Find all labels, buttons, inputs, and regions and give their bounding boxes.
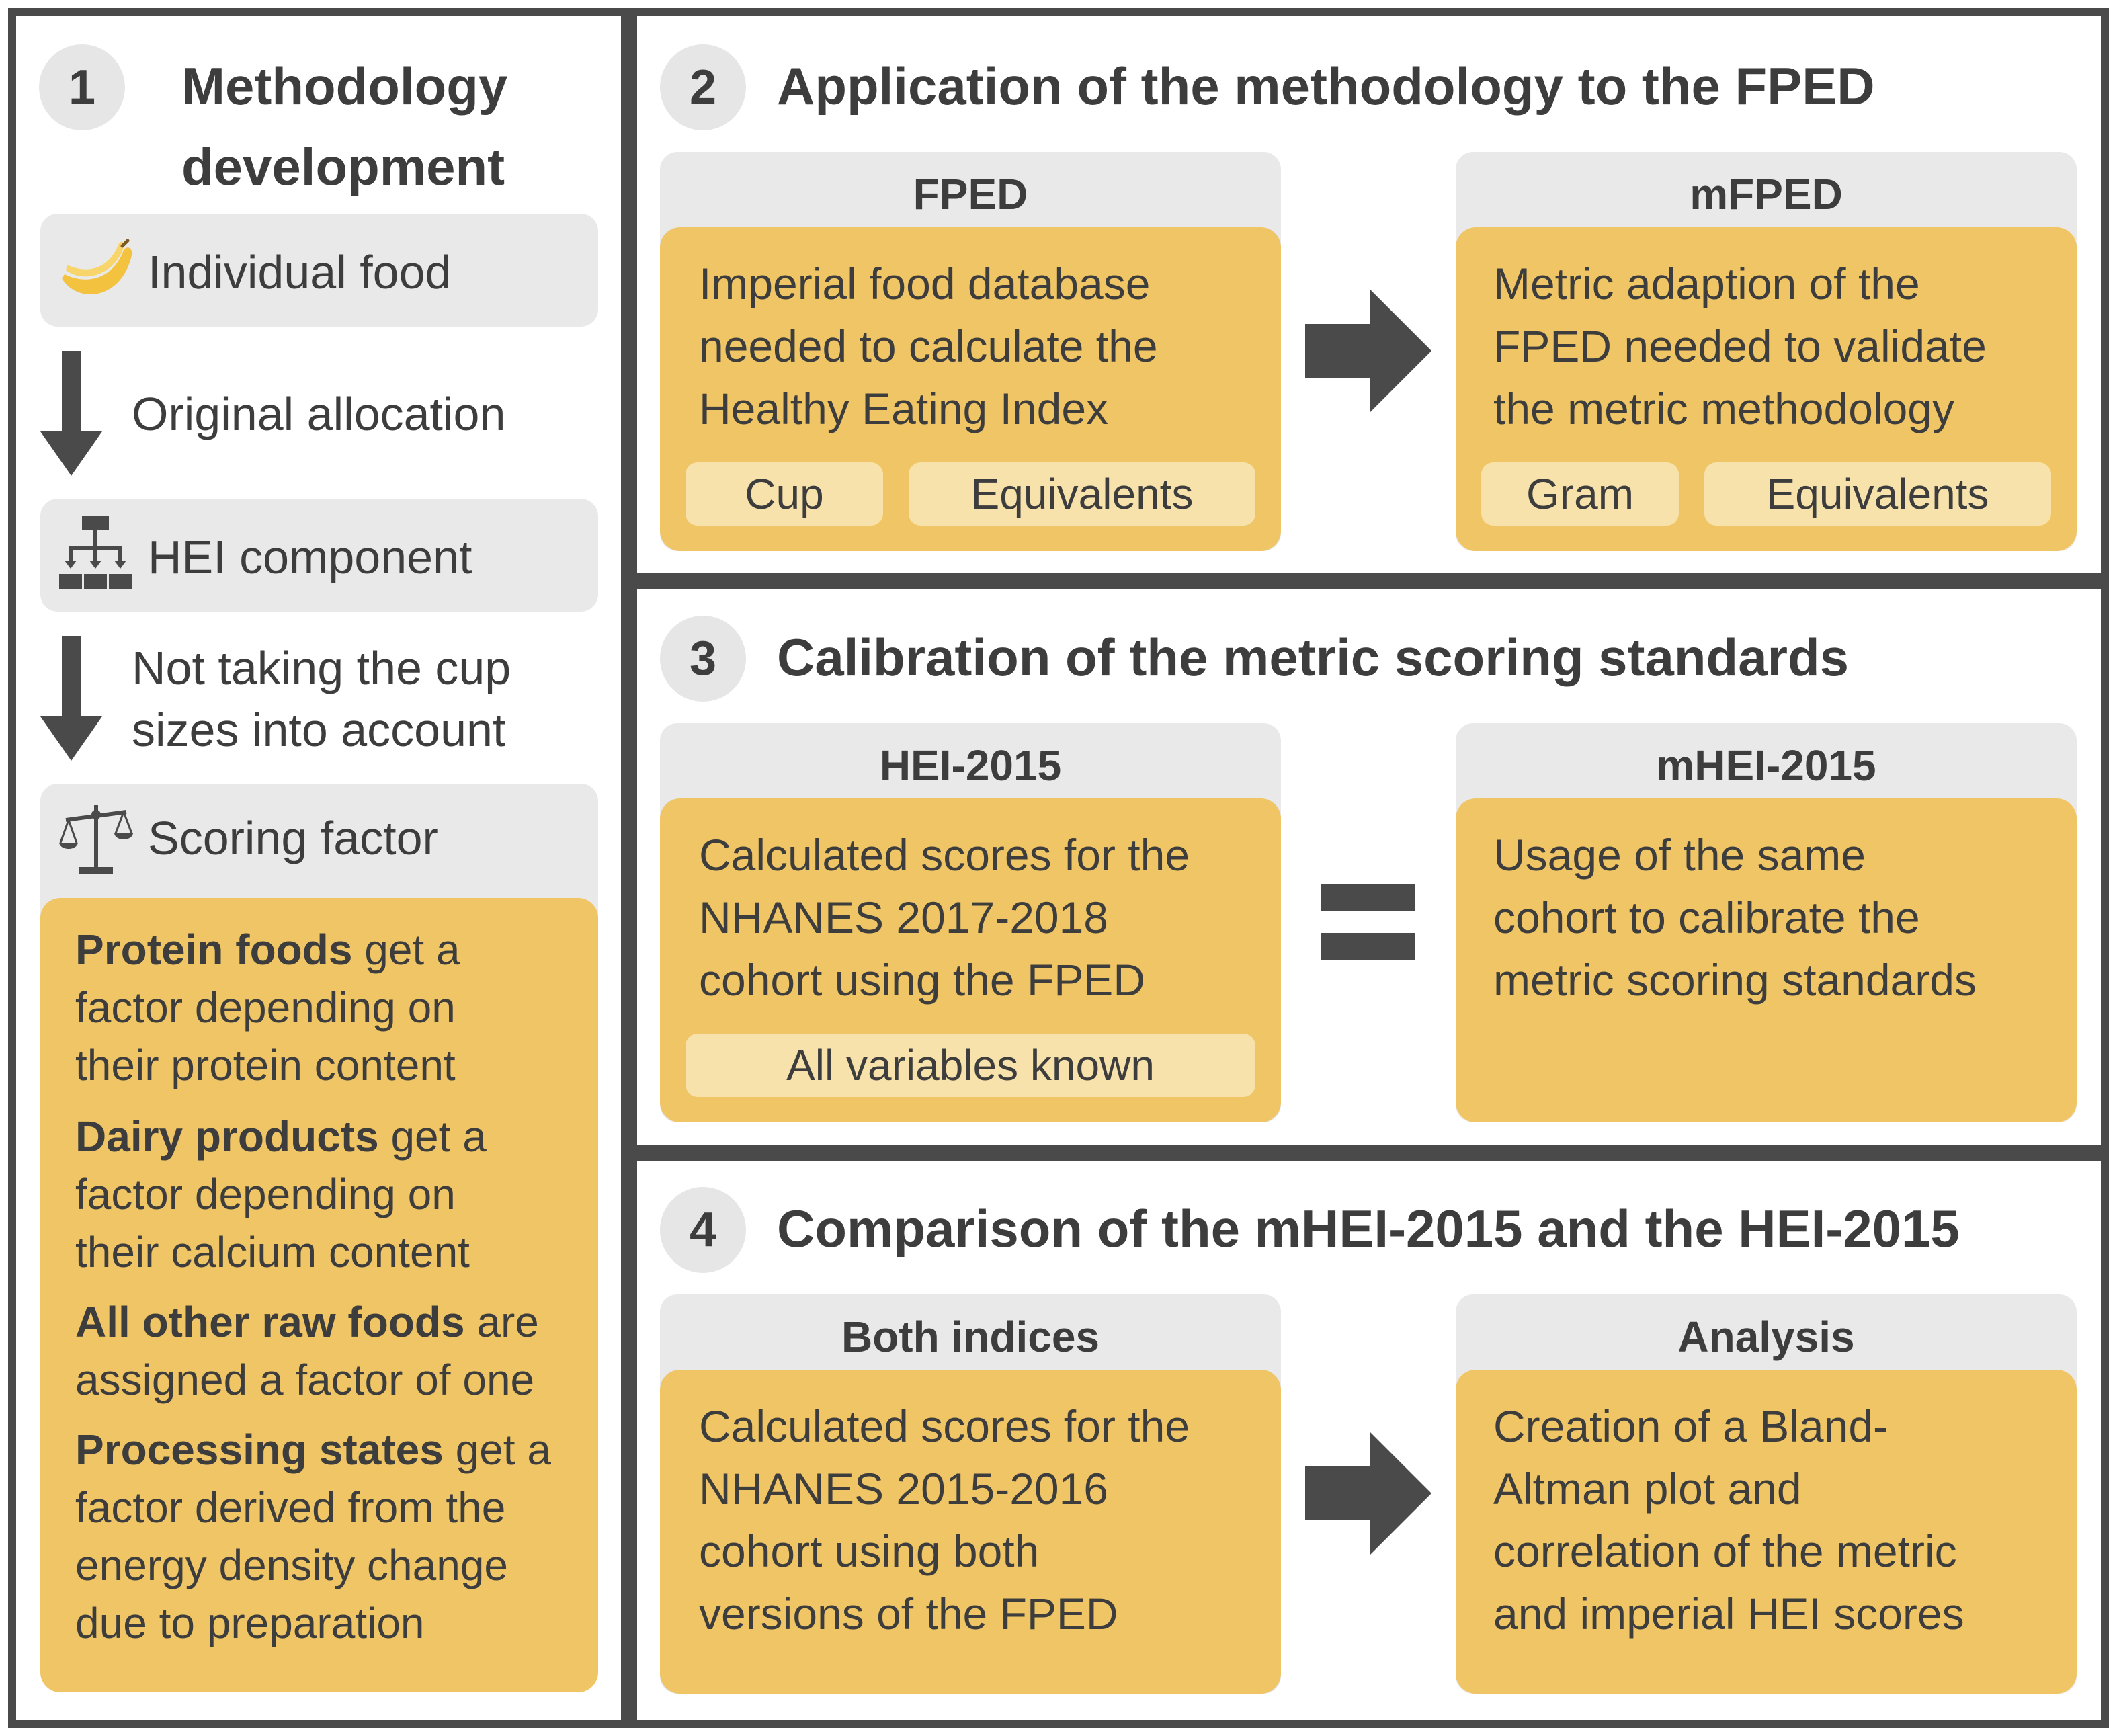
mfped-line: FPED needed to validate xyxy=(1493,321,1987,371)
hierarchy-icon xyxy=(59,516,132,591)
step-number-2: 2 xyxy=(660,44,746,130)
equals-icon xyxy=(1321,884,1415,960)
fped-card-text xyxy=(699,253,1158,440)
factor-dairy-line2: factor depending on xyxy=(75,1170,456,1218)
fped-line: Imperial food database xyxy=(699,259,1151,308)
step-number-3: 3 xyxy=(660,616,746,702)
all-variables-known-pill: All variables known xyxy=(686,1034,1255,1097)
mfped-line: the metric methodology xyxy=(1493,384,1955,433)
analysis-card-text xyxy=(1493,1395,1964,1645)
right-arrow-icon xyxy=(1305,289,1431,413)
equivalents-pill: Equivalents xyxy=(909,462,1255,526)
analysis-line: Altman plot and xyxy=(1493,1464,1802,1514)
factor-raw-line2: assigned a factor of one xyxy=(75,1356,535,1404)
panel1-title-line2: development xyxy=(181,137,505,196)
mhei2015-line: cohort to calibrate the xyxy=(1493,893,1920,942)
mhei2015-card-head: mHEI-2015 xyxy=(1656,741,1876,790)
cup-sizes-label-line2: sizes into account xyxy=(132,704,506,756)
both-indices-line: NHANES 2015-2016 xyxy=(699,1464,1109,1514)
factor-raw-bold: All other raw foods xyxy=(75,1298,465,1346)
hei-component-label: HEI component xyxy=(148,531,472,583)
factor-protein-line2: factor depending on xyxy=(75,983,456,1032)
balance-scale-icon xyxy=(59,801,133,876)
analysis-line: correlation of the metric xyxy=(1493,1526,1957,1576)
factor-protein-line3: their protein content xyxy=(75,1041,456,1089)
factor-protein xyxy=(75,921,593,1094)
factor-dairy-line3: their calcium content xyxy=(75,1228,470,1276)
factor-protein-rest: get a xyxy=(352,925,460,974)
mhei2015-card-text xyxy=(1493,824,1977,1011)
step-number-4: 4 xyxy=(660,1187,746,1273)
factor-processing-line2: factor derived from the xyxy=(75,1483,506,1532)
panel1-title-line1: Methodology xyxy=(181,56,508,116)
scoring-factor-label: Scoring factor xyxy=(148,812,438,864)
hei2015-line: Calculated scores for the xyxy=(699,830,1190,880)
mhei2015-line: Usage of the same xyxy=(1493,830,1866,880)
banana-icon xyxy=(56,237,136,304)
factor-processing xyxy=(75,1421,593,1652)
gram-pill: Gram xyxy=(1481,462,1679,526)
factor-dairy-rest: get a xyxy=(378,1112,487,1161)
fped-line: Healthy Eating Index xyxy=(699,384,1109,433)
fped-line: needed to calculate the xyxy=(699,321,1158,371)
factor-processing-line4: due to preparation xyxy=(75,1599,425,1647)
both-indices-line: versions of the FPED xyxy=(699,1589,1118,1639)
cup-pill: Cup xyxy=(686,462,883,526)
factor-dairy-bold: Dairy products xyxy=(75,1112,379,1161)
both-indices-card-text xyxy=(699,1395,1190,1645)
factor-processing-bold: Processing states xyxy=(75,1425,444,1474)
analysis-card-head: Analysis xyxy=(1677,1313,1855,1361)
factor-processing-line3: energy density change xyxy=(75,1541,508,1589)
factor-raw-rest: are xyxy=(464,1298,539,1346)
step-number-1: 1 xyxy=(39,44,125,130)
individual-food-label: Individual food xyxy=(148,246,452,298)
down-arrow-icon xyxy=(40,351,102,476)
mfped-card-head: mFPED xyxy=(1690,170,1843,218)
factor-processing-rest: get a xyxy=(443,1425,551,1474)
mhei2015-line: metric scoring standards xyxy=(1493,955,1977,1005)
equivalents-pill: Equivalents xyxy=(1704,462,2051,526)
both-indices-line: cohort using both xyxy=(699,1526,1040,1576)
cup-sizes-label-line1: Not taking the cup xyxy=(132,642,511,694)
analysis-line: Creation of a Bland- xyxy=(1493,1401,1888,1451)
hei2015-line: NHANES 2017-2018 xyxy=(699,893,1109,942)
hei2015-line: cohort using the FPED xyxy=(699,955,1145,1005)
down-arrow-icon xyxy=(40,636,102,761)
right-arrow-icon xyxy=(1305,1432,1431,1555)
panel4-title: Comparison of the mHEI-2015 and the HEI-2015 xyxy=(777,1199,1960,1258)
mfped-card-text xyxy=(1493,253,1987,440)
factor-protein-bold: Protein foods xyxy=(75,925,353,974)
analysis-line: and imperial HEI scores xyxy=(1493,1589,1964,1639)
original-allocation-label: Original allocation xyxy=(132,388,506,440)
mfped-line: Metric adaption of the xyxy=(1493,259,1920,308)
panel3-title: Calibration of the metric scoring standards xyxy=(777,628,1849,687)
factor-dairy xyxy=(75,1108,593,1281)
hei2015-card-head: HEI-2015 xyxy=(879,741,1062,790)
both-indices-line: Calculated scores for the xyxy=(699,1401,1190,1451)
panel2-title: Application of the methodology to the FPED xyxy=(777,56,1875,116)
both-indices-card-head: Both indices xyxy=(841,1313,1100,1361)
factor-raw-foods xyxy=(75,1293,593,1409)
fped-card-head: FPED xyxy=(913,170,1028,218)
hei2015-card-text xyxy=(699,824,1190,1011)
